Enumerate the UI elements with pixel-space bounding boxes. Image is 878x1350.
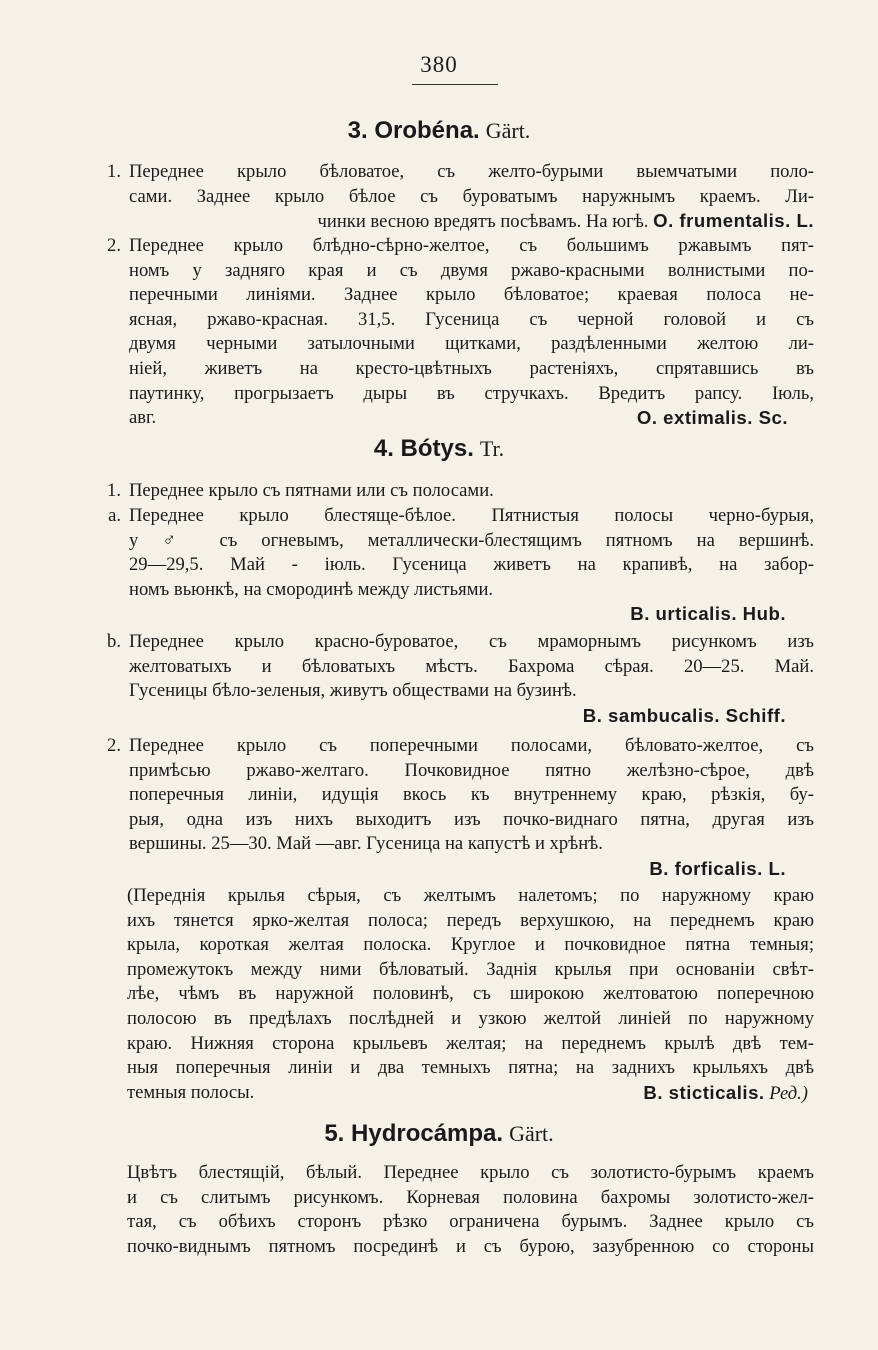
species-name: O. extimalis. Sc.	[636, 407, 788, 429]
genus-author: Gärt.	[509, 1121, 554, 1146]
text-line: тая, съ обѣихъ сторонъ рѣзко ограничена бурымъ. Заднее крыло съ	[127, 1211, 814, 1233]
text-line: вершины. 25—30. Май —авг. Гусеница на капустѣ и хрѣнѣ.	[129, 833, 603, 855]
text-line	[129, 406, 814, 431]
section-heading-hydrocampa	[0, 1120, 878, 1148]
editor-mark: Ред.)	[769, 1082, 808, 1104]
page-number-rule	[412, 84, 498, 85]
text-line: номъ вьюнкѣ, на смородинѣ между листьями.	[129, 578, 494, 600]
text-line: ніей, живетъ на кресто-цвѣтныхъ растеніяхъ, спрятавшись въ	[129, 357, 814, 379]
text-fragment: чинки весною вредятъ посѣвамъ. На югѣ.	[317, 211, 649, 233]
genus-name: 3. Orobéna.	[347, 117, 480, 144]
species-line	[129, 857, 814, 882]
item-number: 2.	[107, 735, 121, 756]
editor-note	[127, 884, 814, 1105]
section-heading-botys	[0, 435, 878, 463]
text-line: ихъ тянется ярко-желтая полоса; передъ верхушкою, на переднемъ краю	[127, 909, 814, 931]
species-name: B. sticticalis.	[643, 1081, 765, 1103]
key-item-4-b	[107, 630, 814, 728]
text-line: (Переднія крылья сѣрыя, съ желтымъ налетомъ; по наружному краю	[127, 885, 814, 906]
text-line: 29—29,5. Май - іюль. Гусеница живетъ на крапивѣ, на забор-	[129, 554, 814, 576]
text-line: примѣсью ржаво-желтаго. Почковидное пятно желѣзно-сѣрое, двѣ	[129, 759, 814, 781]
item-number: b.	[107, 631, 121, 652]
text-fragment: темныя полосы.	[127, 1081, 255, 1103]
species-name: B. urticalis. Hub.	[630, 603, 786, 625]
species-line	[129, 602, 814, 627]
key-item-4-a	[108, 504, 814, 627]
text-line: желтоватыхъ и бѣловатыхъ мѣстъ. Бахрома сѣрая. 20—25. Май.	[129, 655, 814, 677]
genus-description	[127, 1161, 814, 1259]
species-name: B. forficalis. L.	[649, 857, 786, 879]
genus-name: 4. Bótys.	[373, 435, 474, 462]
text-line: Переднее крыло бѣловатое, съ желто-бурыми выемчатыми поло-	[129, 161, 814, 182]
text-line	[127, 1081, 814, 1106]
text-line: Переднее крыло красно-буроватое, съ мраморнымъ рисункомъ изъ	[129, 631, 814, 652]
key-item-4-1	[107, 479, 814, 504]
text-line: крыла, короткая желтая полоска. Круглое и почковидное пятна темныя;	[127, 934, 814, 956]
text-line: поперечныя линіи, идущія вкось къ внутреннему краю, рѣзкія, бу-	[129, 784, 814, 806]
text-line: почко-виднымъ пятномъ посрединѣ и съ бурою, зазубренною со стороны	[127, 1235, 814, 1257]
section-heading-orobena	[0, 117, 878, 145]
species-line	[129, 704, 814, 729]
text-line: ныя поперечныя линіи и два темныхъ пятна; на заднихъ крыльяхъ двѣ	[127, 1057, 814, 1079]
text-line: Переднее крыло блестяще-бѣлое. Пятнистыя полосы черно-бурыя,	[129, 505, 814, 526]
text-line: полосою въ предѣлахъ послѣдней и узкою желтой линіей по наружному	[127, 1007, 814, 1029]
item-number: 2.	[107, 235, 121, 256]
text-line: паутинку, прогрызаетъ дыры въ стручкахъ. Вредитъ рапсу. Іюль,	[129, 382, 814, 404]
species-name: B. sambucalis. Schiff.	[582, 704, 786, 726]
item-number: a.	[108, 505, 121, 526]
page-number: 380	[420, 52, 458, 77]
text-fragment: авг.	[129, 407, 157, 429]
text-line: лѣе, чѣмъ въ наружной половинѣ, съ широкою желтоватою поперечною	[127, 983, 814, 1005]
species-name: O. frumentalis. L.	[653, 210, 814, 232]
text-line: двумя черными затылочными щитками, раздѣленными желтою ли-	[129, 333, 814, 355]
text-line: рыя, одна изъ нихъ выходитъ изъ почко-виднаго пятна, другая изъ	[129, 808, 814, 830]
genus-name: 5. Hydrocámpa.	[324, 1120, 504, 1147]
text-line: номъ у задняго края и съ двумя ржаво-красными волнистыми по-	[129, 259, 814, 281]
text-line: Переднее крыло блѣдно-сѣрно-желтое, съ большимъ ржавымъ пят-	[129, 235, 814, 256]
text-line: Цвѣтъ блестящій, бѣлый. Переднее крыло съ золотисто-бурымъ краемъ	[127, 1162, 814, 1183]
item-number: 1.	[107, 161, 121, 182]
text-line: Переднее крыло съ поперечными полосами, бѣловато-желтое, съ	[129, 735, 814, 756]
text-line: Гусеницы бѣло-зеленыя, живутъ обществами на бузинѣ.	[129, 680, 577, 702]
species-attribution	[643, 1081, 808, 1106]
key-item-3-1	[107, 160, 814, 234]
text-line: краю. Нижняя сторона крыльевъ желтая; на переднемъ крылѣ двѣ тем-	[127, 1032, 814, 1054]
text-line: ясная, ржаво-красная. 31,5. Гусеница съ черной головой и съ	[129, 308, 814, 330]
text-line: Переднее крыло съ пятнами или съ полосами.	[129, 480, 494, 501]
key-item-4-2	[107, 734, 814, 882]
item-number: 1.	[107, 480, 121, 501]
text-line: промежутокъ между ними бѣловатый. Заднія крылья при основаніи свѣт-	[127, 958, 814, 980]
genus-author: Tr.	[479, 436, 505, 461]
genus-author: Gärt.	[485, 118, 531, 143]
key-item-3-2	[107, 234, 814, 431]
text-line: у ♂ съ огневымъ, металлически-блестящимъ пятномъ на вершинѣ.	[129, 529, 814, 551]
text-line: и съ слитымъ рисункомъ. Корневая половина бахромы золотисто-жел-	[127, 1186, 814, 1208]
text-line: перечными линіями. Заднее крыло бѣловатое; краевая полоса не-	[129, 284, 814, 306]
text-line	[129, 209, 814, 234]
text-line: сами. Заднее крыло бѣлое съ буроватымъ наружнымъ краемъ. Ли-	[129, 185, 814, 207]
